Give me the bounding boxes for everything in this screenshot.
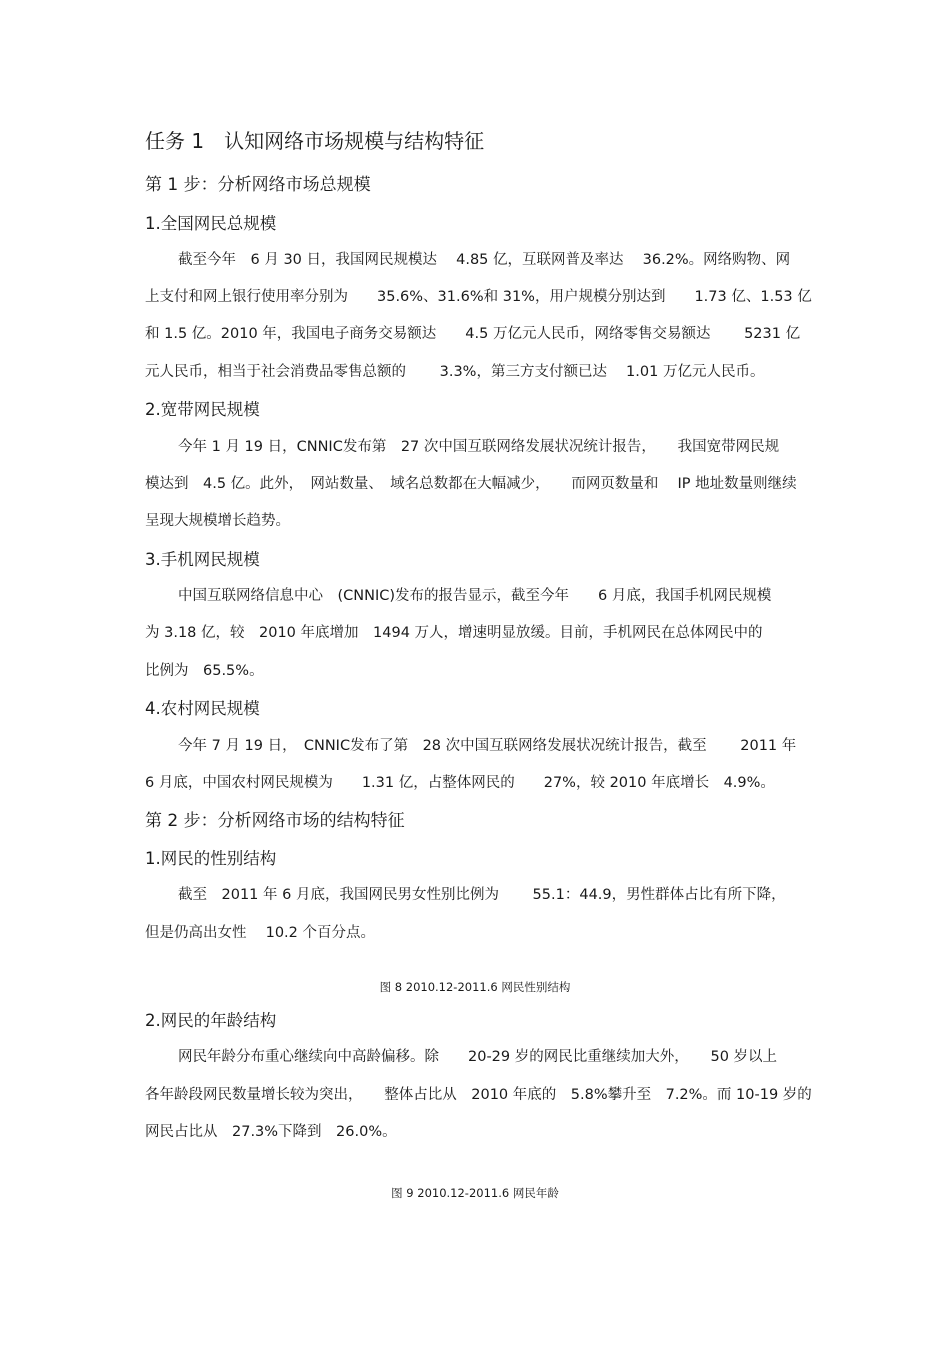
paragraph-line: 今年 1 月 19 日，CNNIC发布第 27 次中国互联网络发展状况统计报告， 我国宽带网民规 (178, 439, 780, 455)
paragraph-line: 呈现大规模增长趋势。 (145, 513, 290, 529)
paragraph-line: 6 月底，中国农村网民规模为 1.31 亿，占整体网民的 27%，较 2010 年底增长 4.9%。 (145, 775, 775, 791)
step-1-heading: 第 1 步：分析网络市场总规模 (145, 175, 371, 195)
paragraph-line: 网民年龄分布重心继续向中高龄偏移。除 20-29 岁的网民比重继续加大外， 50 岁以上 (178, 1049, 778, 1065)
paragraph-line: 网民占比从 27.3%下降到 26.0%。 (145, 1124, 397, 1140)
paragraph-line: 但是仍高出女性 10.2 个百分点。 (145, 925, 376, 941)
section-heading-national-netizens: 1.全国网民总规模 (145, 214, 277, 233)
paragraph-line: 比例为 65.5%。 (145, 663, 264, 679)
paragraph-line: 模达到 4.5 亿。此外， 网站数量、 域名总数都在大幅减少， 而网页数量和 IP 地址数量则继续 (145, 476, 797, 492)
paragraph-line: 元人民币，相当于社会消费品零售总额的 3.3%，第三方支付额已达 1.01 万亿元人民币。 (145, 364, 765, 380)
figure-caption: 图 9 2010.12-2011.6 网民年龄 (391, 1186, 559, 1200)
section-heading-mobile-netizens: 3.手机网民规模 (145, 550, 260, 569)
section-heading-broadband-netizens: 2.宽带网民规模 (145, 400, 260, 419)
section-heading-rural-netizens: 4.农村网民规模 (145, 699, 260, 718)
page-title: 任务 1 认知网络市场规模与结构特征 (145, 129, 485, 153)
section-heading-gender-structure: 1.网民的性别结构 (145, 849, 277, 868)
section-heading-age-structure: 2.网民的年龄结构 (145, 1011, 277, 1030)
paragraph-line: 和 1.5 亿。2010 年，我国电子商务交易额达 4.5 万亿元人民币，网络零售交易额达 5231 亿 (145, 326, 801, 342)
paragraph-line: 今年 7 月 19 日， CNNIC发布了第 28 次中国互联网络发展状况统计报告，截至 2011 年 (178, 738, 797, 754)
paragraph-line: 为 3.18 亿，较 2010 年底增加 1494 万人，增速明显放缓。目前，手机网民在总体网民中的 (145, 625, 763, 641)
step-2-heading: 第 2 步：分析网络市场的结构特征 (145, 811, 405, 831)
paragraph-line: 上支付和网上银行使用率分别为 35.6%、31.6%和 31%，用户规模分别达到 1.73 亿、1.53 亿 (145, 289, 812, 305)
paragraph-line: 截至 2011 年 6 月底，我国网民男女性别比例为 55.1：44.9，男性群体占比有所下降， (178, 887, 786, 903)
figure-caption: 图 8 2010.12-2011.6 网民性别结构 (379, 980, 571, 994)
paragraph-line: 各年龄段网民数量增长较为突出， 整体占比从 2010 年底的 5.8%攀升至 7.2%。而 10-19 岁的 (145, 1087, 812, 1103)
paragraph-line: 中国互联网络信息中心 (CNNIC)发布的报告显示，截至今年 6 月底，我国手机网民规模 (178, 588, 772, 604)
paragraph-line: 截至今年 6 月 30 日，我国网民规模达 4.85 亿，互联网普及率达 36.2%。网络购物、网 (178, 252, 791, 268)
